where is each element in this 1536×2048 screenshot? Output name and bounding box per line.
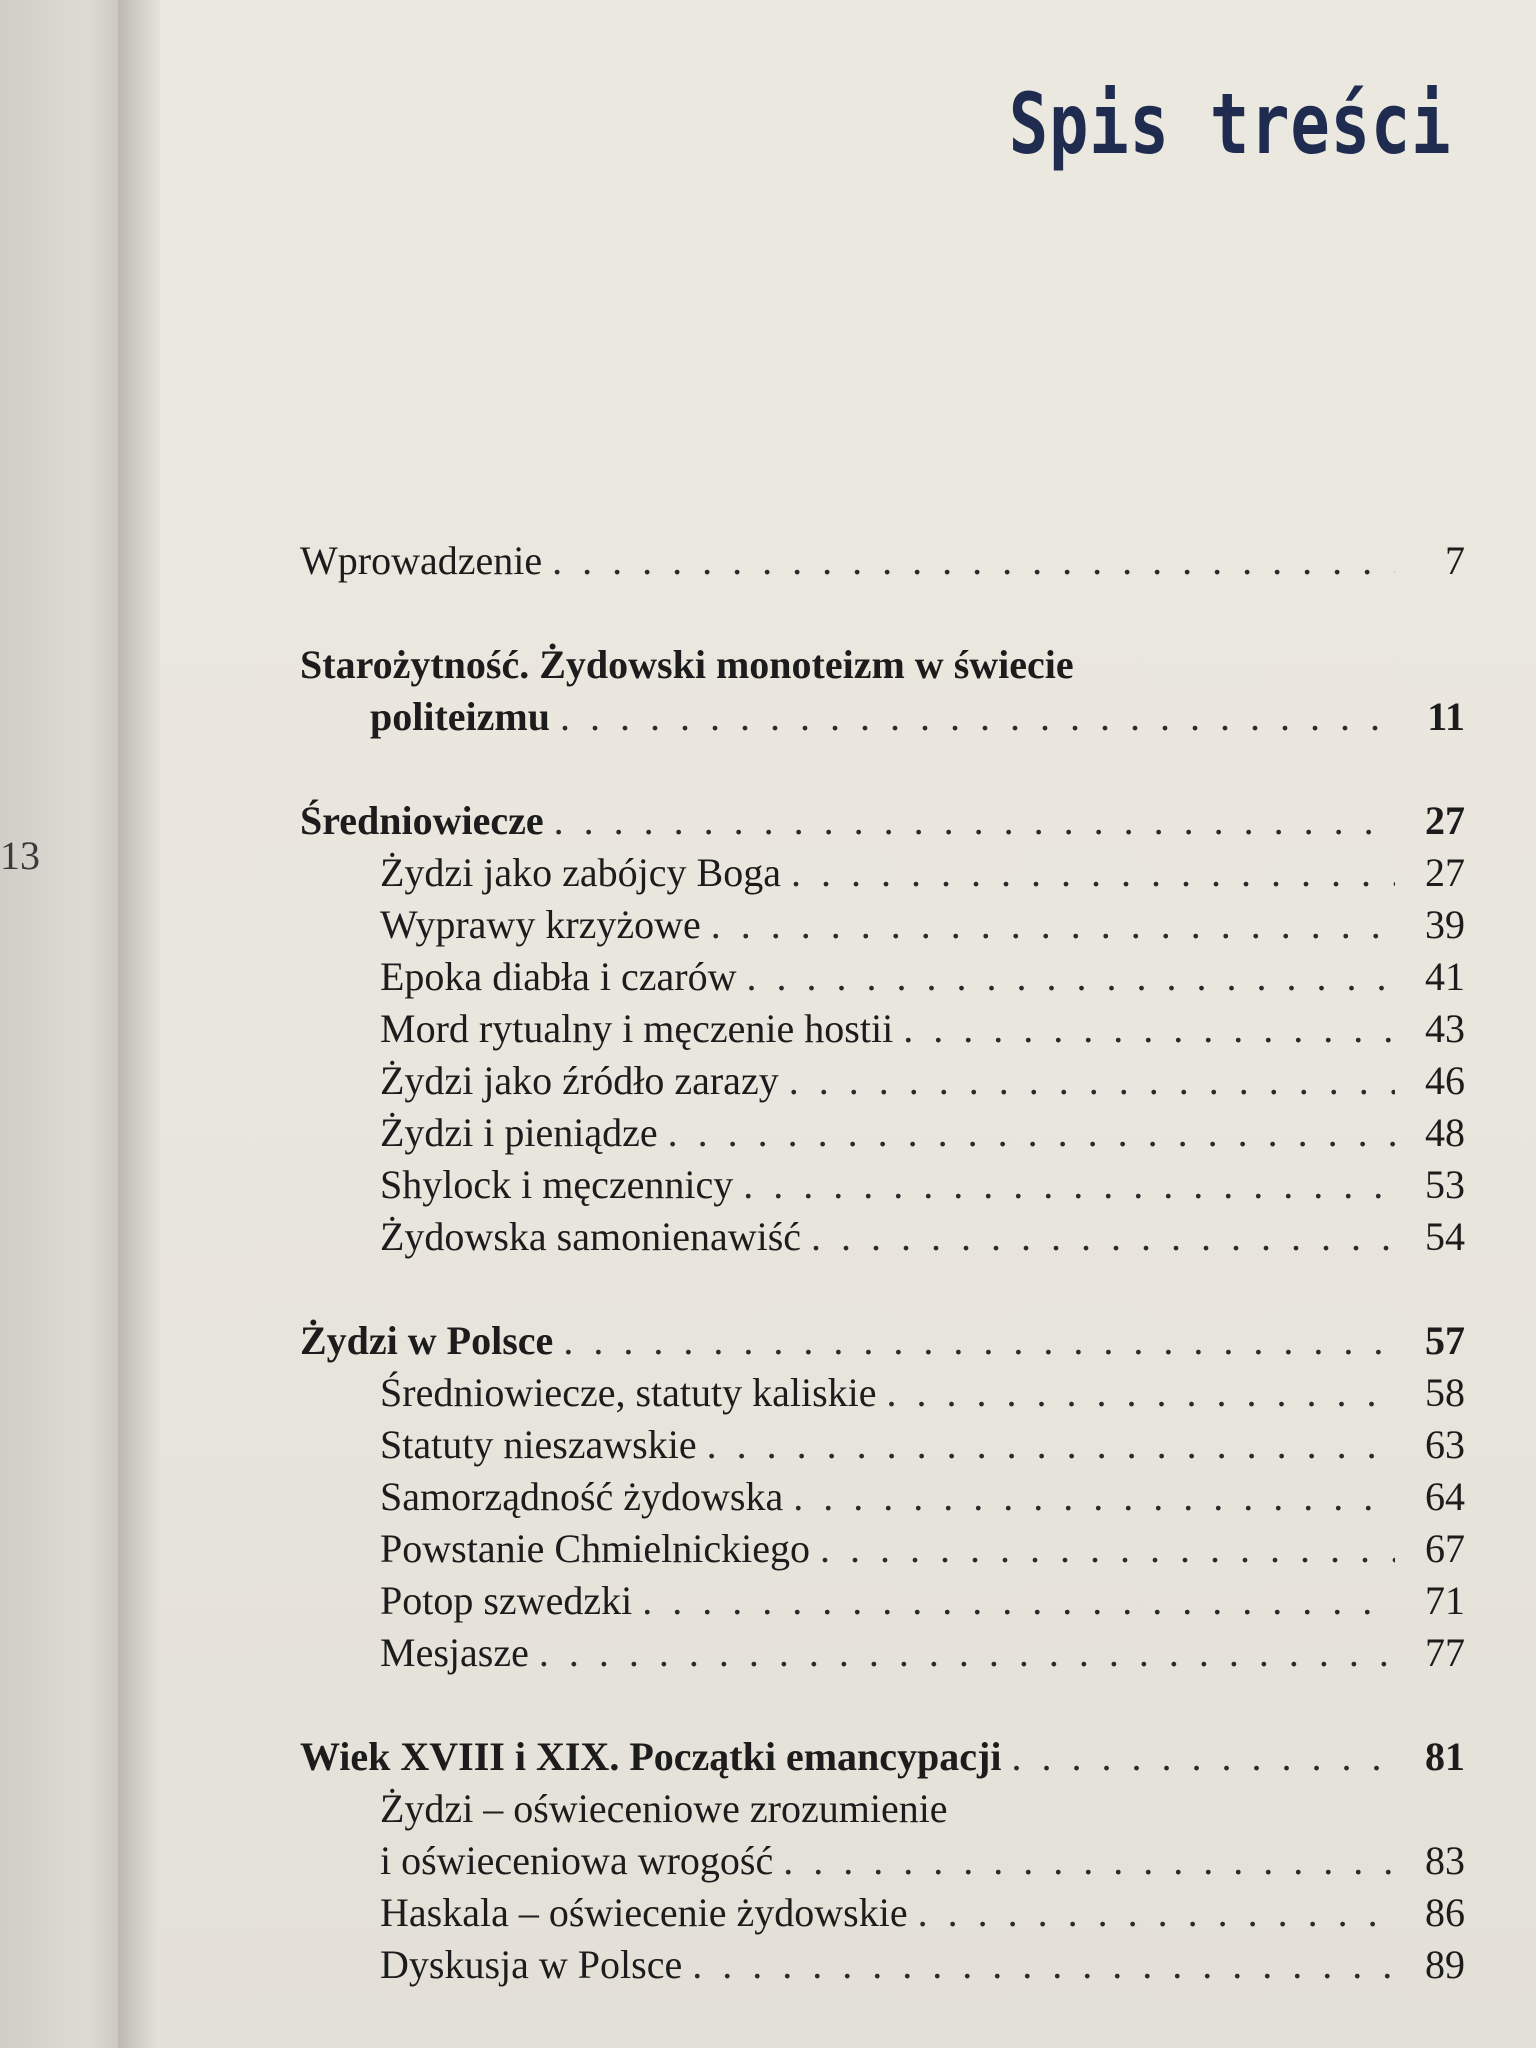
entry-page: 83 bbox=[1425, 1838, 1465, 1883]
entry-label: Żydowska samonienawiść bbox=[380, 1214, 802, 1259]
entry-page: 46 bbox=[1425, 1058, 1465, 1103]
dot-leader bbox=[707, 1419, 1395, 1471]
toc-subentry bbox=[300, 1887, 1465, 1939]
entry-label: Wprowadzenie bbox=[300, 538, 543, 583]
dot-leader bbox=[789, 1055, 1395, 1107]
entry-label: Powstanie Chmielnickiego bbox=[380, 1526, 810, 1571]
entry-label: Żydzi i pieniądze bbox=[380, 1110, 658, 1155]
entry-label: Mord rytualny i męczenie hostii bbox=[380, 1006, 894, 1051]
toc-chapter-1 bbox=[300, 691, 1465, 743]
toc-subentry bbox=[300, 1835, 1465, 1887]
entry-page: 64 bbox=[1425, 1474, 1465, 1519]
entry-page: 7 bbox=[1445, 538, 1465, 583]
entry-label: Epoka diabła i czarów bbox=[380, 954, 737, 999]
dot-leader bbox=[552, 535, 1395, 587]
entry-label: Wiek XVIII i XIX. Początki emancypacji bbox=[300, 1734, 1002, 1779]
entry-page: 58 bbox=[1425, 1370, 1465, 1415]
toc-subentry bbox=[300, 1939, 1465, 1991]
dot-leader bbox=[791, 847, 1395, 899]
dot-leader bbox=[747, 951, 1395, 1003]
dot-leader bbox=[554, 795, 1395, 847]
dot-leader bbox=[539, 1627, 1395, 1679]
toc-subentry bbox=[300, 1055, 1465, 1107]
toc-chapter-2 bbox=[300, 795, 1465, 847]
entry-page: 43 bbox=[1425, 1006, 1465, 1051]
dot-leader bbox=[783, 1835, 1395, 1887]
entry-label: Żydzi jako zabójcy Boga bbox=[380, 850, 781, 895]
entry-page: 67 bbox=[1425, 1526, 1465, 1571]
entry-label: politeizmu bbox=[370, 694, 550, 739]
dot-leader bbox=[711, 899, 1395, 951]
entry-label: i oświeceniowa wrogość bbox=[380, 1838, 774, 1883]
entry-label: Samorządność żydowska bbox=[380, 1474, 784, 1519]
page-title: Spis treści bbox=[1008, 75, 1451, 173]
entry-page: 57 bbox=[1425, 1318, 1465, 1363]
entry-label: Dyskusja w Polsce bbox=[380, 1942, 683, 1987]
entry-label: Żydzi w Polsce bbox=[300, 1318, 554, 1363]
entry-label: Shylock i męczennicy bbox=[380, 1162, 734, 1207]
dot-leader bbox=[692, 1939, 1395, 1991]
subentry-title-line: Żydzi – oświeceniowe zrozumienie bbox=[380, 1786, 948, 1831]
entry-label: Żydzi jako źródło zarazy bbox=[380, 1058, 779, 1103]
entry-page: 48 bbox=[1425, 1110, 1465, 1155]
entry-label: Wyprawy krzyżowe bbox=[380, 902, 701, 947]
dot-leader bbox=[918, 1887, 1395, 1939]
dot-leader bbox=[811, 1211, 1395, 1263]
dot-leader bbox=[887, 1367, 1395, 1419]
toc-chapter-3 bbox=[300, 1315, 1465, 1367]
entry-page: 63 bbox=[1425, 1422, 1465, 1467]
entry-page: 27 bbox=[1425, 798, 1465, 843]
dot-leader bbox=[560, 691, 1395, 743]
toc-subentry bbox=[300, 1211, 1465, 1263]
entry-page: 53 bbox=[1425, 1162, 1465, 1207]
entry-page: 81 bbox=[1425, 1734, 1465, 1779]
dot-leader bbox=[793, 1471, 1395, 1523]
entry-page: 71 bbox=[1425, 1578, 1465, 1623]
toc-subentry bbox=[300, 1367, 1465, 1419]
entry-label: Średniowiecze bbox=[300, 798, 544, 843]
toc-subentry bbox=[300, 1107, 1465, 1159]
dot-leader bbox=[743, 1159, 1395, 1211]
entry-page: 39 bbox=[1425, 902, 1465, 947]
chapter-title-line: Starożytność. Żydowski monoteizm w świecie bbox=[300, 642, 1074, 687]
toc-subentry bbox=[300, 1419, 1465, 1471]
left-page bbox=[0, 0, 125, 2048]
toc-subentry bbox=[300, 899, 1465, 951]
entry-label: Haskala – oświecenie żydowskie bbox=[380, 1890, 908, 1935]
toc-subentry bbox=[300, 1003, 1465, 1055]
toc-subentry bbox=[300, 1575, 1465, 1627]
toc-subentry bbox=[300, 951, 1465, 1003]
dot-leader bbox=[642, 1575, 1395, 1627]
toc-chapter-4 bbox=[300, 1731, 1465, 1783]
entry-page: 89 bbox=[1425, 1942, 1465, 1987]
entry-label: Potop szwedzki bbox=[380, 1578, 633, 1623]
entry-label: Mesjasze bbox=[380, 1630, 529, 1675]
dot-leader bbox=[820, 1523, 1395, 1575]
dot-leader bbox=[1011, 1731, 1395, 1783]
dot-leader bbox=[903, 1003, 1395, 1055]
toc-subentry bbox=[300, 1159, 1465, 1211]
entry-page: 86 bbox=[1425, 1890, 1465, 1935]
toc-subentry bbox=[300, 1523, 1465, 1575]
entry-label: Statuty nieszawskie bbox=[380, 1422, 697, 1467]
entry-page: 77 bbox=[1425, 1630, 1465, 1675]
table-of-contents bbox=[300, 535, 1465, 1991]
entry-page: 41 bbox=[1425, 954, 1465, 999]
left-page-number: 13 bbox=[0, 833, 40, 878]
dot-leader bbox=[668, 1107, 1395, 1159]
toc-entry-intro bbox=[300, 535, 1465, 587]
toc-subentry bbox=[300, 1471, 1465, 1523]
entry-page: 11 bbox=[1427, 694, 1465, 739]
entry-page: 27 bbox=[1425, 850, 1465, 895]
toc-subentry bbox=[300, 847, 1465, 899]
toc-subentry bbox=[300, 1627, 1465, 1679]
entry-page: 54 bbox=[1425, 1214, 1465, 1259]
dot-leader bbox=[563, 1315, 1395, 1367]
entry-label: Średniowiecze, statuty kaliskie bbox=[380, 1370, 877, 1415]
